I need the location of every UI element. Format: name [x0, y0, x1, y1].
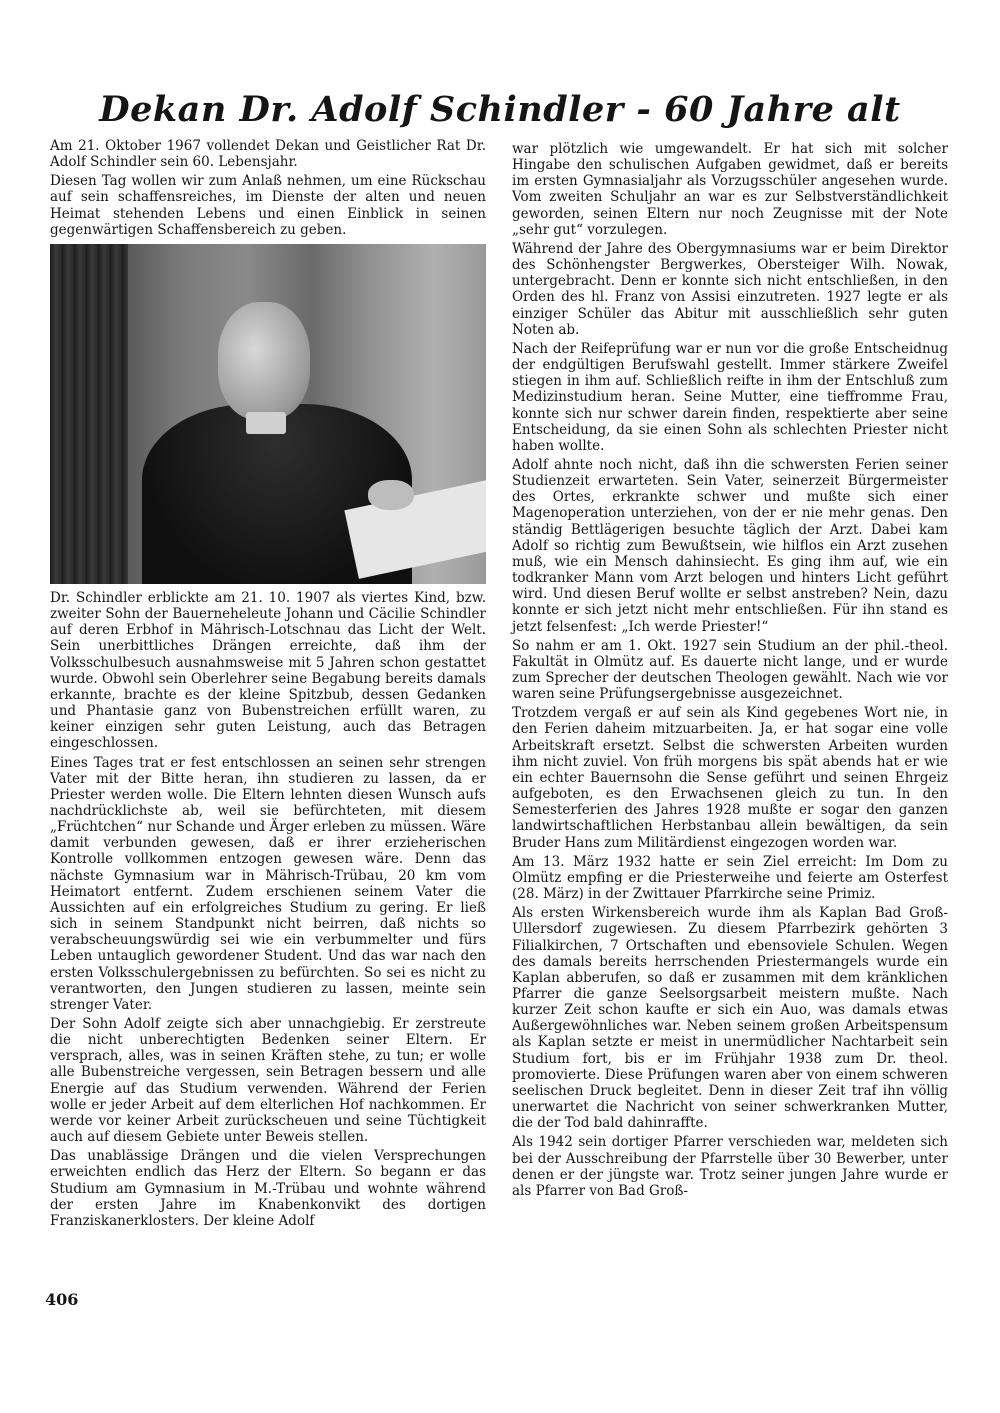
body-paragraph: Nach der Reifeprüfung war er nun vor die große Entscheidnug der endgültigen Berufswahl gestellt. Immer stärkere Zweifel stiegen in ihm auf. Schließlich reifte in ihm der Entschluß zum Medizinstudium heran. Seine Mutter, eine tieffromme Frau, konnte sich nur schwer darein finden, respektierte aber seine Entscheidung, da sie einen Sohn als schlechten Priester nicht haben wollte. — [512, 340, 948, 454]
body-paragraph: So nahm er am 1. Okt. 1927 sein Studium an der phil.-theol. Fakultät in Olmütz auf. Es dauerte nicht lange, und er wurde zum Sprecher der deutschen Theologen gewählt. Nach wie vor waren seine Prüfungsergebnisse ausgezeichnet. — [512, 637, 948, 703]
left-column — [50, 138, 486, 1232]
body-paragraph: Am 13. März 1932 hatte er sein Ziel erreicht: Im Dom zu Olmütz empfing er die Priesterweihe und feierte am Osterfest (28. März) in der Zwittauer Pfarrkirche seine Primiz. — [512, 853, 948, 903]
portrait-photo — [50, 244, 486, 584]
body-paragraph: Der Sohn Adolf zeigte sich aber unnachgiebig. Er zerstreute die nicht unberechtigten Bedenken seiner Eltern. Er versprach, alles, was in seinen Kräften stehe, zu tun; er wolle alle Bubenstreiche vergessen, sein Betragen bessern und alle Energie auf das Studium verwenden. Während der Ferien wolle er jeder Arbeit auf dem elterlichen Hof nachkommen. Er werde vor keiner Arbeit zurückscheuen und seine Tüchtigkeit auch auf diesem Gebiete unter Beweis stellen. — [50, 1016, 486, 1146]
right-column — [512, 141, 948, 1202]
body-paragraph: Eines Tages trat er fest entschlossen an seinen sehr strengen Vater mit der Bitte heran, ihn studieren zu lassen, da er Priester werden wolle. Die Eltern lehnten diesen Wunsch aufs nachdrücklichste ab, weil sie befürchteten, mit diesem „Früchtchen“ nur Schande und Ärger erleben zu müssen. Wäre damit verbunden gewesen, daß er ihrer erzieherischen Kontrolle vollkommen entzogen gewesen wäre. Denn das nächste Gymnasium war in Mährisch-Trübau, 20 km vom Heimatort entfernt. Zudem erschienen seinem Vater die Aussichten auf ein erfolgreiches Studium zu gering. Er ließ sich in seinem Standpunkt nicht beirren, daß nichts so verabscheuungswürdig sei wie ein verbummelter und fürs Leben untauglich gewordener Student. Und das war nach den ersten Volksschulergebnissen zu befürchten. So sei es nicht zu verantworten, den Jungen studieren zu lassen, meinte sein strenger Vater. — [50, 754, 486, 1013]
intro-paragraph: Diesen Tag wollen wir zum Anlaß nehmen, um eine Rückschau auf sein schaffensreiches, im Dienste der alten und neuen Heimat stehenden Lebens und einen Einblick in seinen gegenwärtigen Schaffensbereich zu geben. — [50, 173, 486, 238]
body-paragraph: Das unablässige Drängen und die vielen Versprechungen erweichten endlich das Herz der Eltern. So begann er das Studium am Gymnasium in M.-Trübau und wohnte während der ersten Jahre im Knabenkonvikt des dortigen Franziskanerklosters. Der kleine Adolf — [50, 1148, 486, 1229]
intro-paragraph: Am 21. Oktober 1967 vollendet Dekan und Geistlicher Rat Dr. Adolf Schindler sein 60. Lebensjahr. — [50, 138, 486, 171]
body-paragraph: Dr. Schindler erblickte am 21. 10. 1907 als viertes Kind, bzw. zweiter Sohn der Bauerneheleute Johann und Cäcilie Schindler auf deren Erbhof in Mährisch-Lotschnau das Licht der Welt. Sein unerbittliches Drängen erreichte, daß ihm der Volksschulbesuch ausnahmsweise mit 5 Jahren schon gestattet wurde. Obwohl sein Oberlehrer seine Begabung bereits damals erkannte, brachte es der kleine Spitzbub, dessen Gedanken und Phantasie ganz von Bubenstreichen erfüllt waren, zu keiner einzigen sehr guten Leistung, auch das Betragen eingeschlossen. — [50, 589, 486, 752]
body-paragraph: Adolf ahnte noch nicht, daß ihn die schwersten Ferien seiner Studienzeit erwarteten. Sein Vater, seinerzeit Bürgermeister des Ortes, erkrankte schwer und mußte sich einer Magenoperation unterziehen, von der er nie mehr genas. Den ständig Bettlägerigen besuchte täglich der Arzt. Dabei kam Adolf so richtig zum Bewußtsein, wie hilflos ein Arzt zusehen muß, wie ein Mensch dahinsiecht. Es ging ihm auf, wie ein todkranker Mann vom Arzt belogen und hinters Licht geführt wird. Und diesen Beruf wollte er selbst anstreben? Nein, dazu konnte er sich jetzt nicht mehr entschließen. Für ihn stand es jetzt felsenfest: „Ich werde Priester!“ — [512, 456, 948, 635]
body-paragraph: Als 1942 sein dortiger Pfarrer verschieden war, meldeten sich bei der Ausschreibung der Pfarrstelle über 30 Bewerber, unter denen er der jüngste war. Trotz seiner jungen Jahre wurde er als Pfarrer von Bad Groß- — [512, 1134, 948, 1199]
page-number: 406 — [45, 1290, 79, 1309]
body-paragraph: Während der Jahre des Obergymnasiums war er beim Direktor des Schönhengster Bergwerkes, Obersteiger Wilh. Nowak, untergebracht. Denn er konnte sich nicht entschließen, in den Orden des hl. Franz von Assisi einzutreten. 1927 legte er als einziger Schüler das Abitur mit ausschließlich sehr guten Noten ab. — [512, 240, 948, 338]
body-paragraph: war plötzlich wie umgewandelt. Er hat sich mit solcher Hingabe den schulischen Aufgaben gewidmet, daß er bereits im ersten Gymnasialjahr als Vorzugsschüler angesehen wurde. Vom zweiten Schuljahr an war es zur Selbstverständlichkeit geworden, seinen Eltern nur noch Zeugnisse mit der Note „sehr gut“ vorzulegen. — [512, 141, 948, 238]
article-title: Dekan Dr. Adolf Schindler - 60 Jahre alt — [99, 89, 901, 130]
body-paragraph: Als ersten Wirkensbereich wurde ihm als Kaplan Bad Groß-Ullersdorf zugewiesen. Zu diesem Pfarrbezirk gehörten 3 Filialkirchen, 7 Ortschaften und ebensoviele Schulen. Wegen des damals bereits herrschenden Priestermangels wurde ein Kaplan abberufen, so daß er zusammen mit dem kränklichen Pfarrer die ganze Seelsorgsarbeit meistern mußte. Nach kurzer Zeit schon kaufte er sich ein Auo, was damals etwas Außergewöhnliches war. Neben seinem großen Arbeitspensum als Kaplan setzte er meist in unermüdlicher Nachtarbeit sein Studium fort, bis er im Frühjahr 1938 zum Dr. theol. promovierte. Diese Prüfungen waren aber von einem schweren seelischen Druck begleitet. Denn in dieser Zeit traf ihn völlig unerwartet die Nachricht von seiner schwerkranken Mutter, die der Tod bald dahinraffte. — [512, 905, 948, 1132]
body-paragraph: Trotzdem vergaß er auf sein als Kind gegebenes Wort nie, in den Ferien daheim mitzuarbeiten. Ja, er hat sogar eine volle Arbeitskraft ersetzt. Selbst die schwersten Arbeiten wurden ihm nicht zuviel. Von früh morgens bis spät abends hat er wie ein echter Bauernsohn die Sense geführt und seinen Ehrgeiz aufgeboten, es den Erwachsenen gleich zu tun. In den Semesterferien des Jahres 1928 mußte er sogar den ganzen landwirtschaftlichen Herbstanbau allein bewältigen, da sein Bruder Hans zum Militärdienst eingezogen worden war. — [512, 705, 948, 851]
